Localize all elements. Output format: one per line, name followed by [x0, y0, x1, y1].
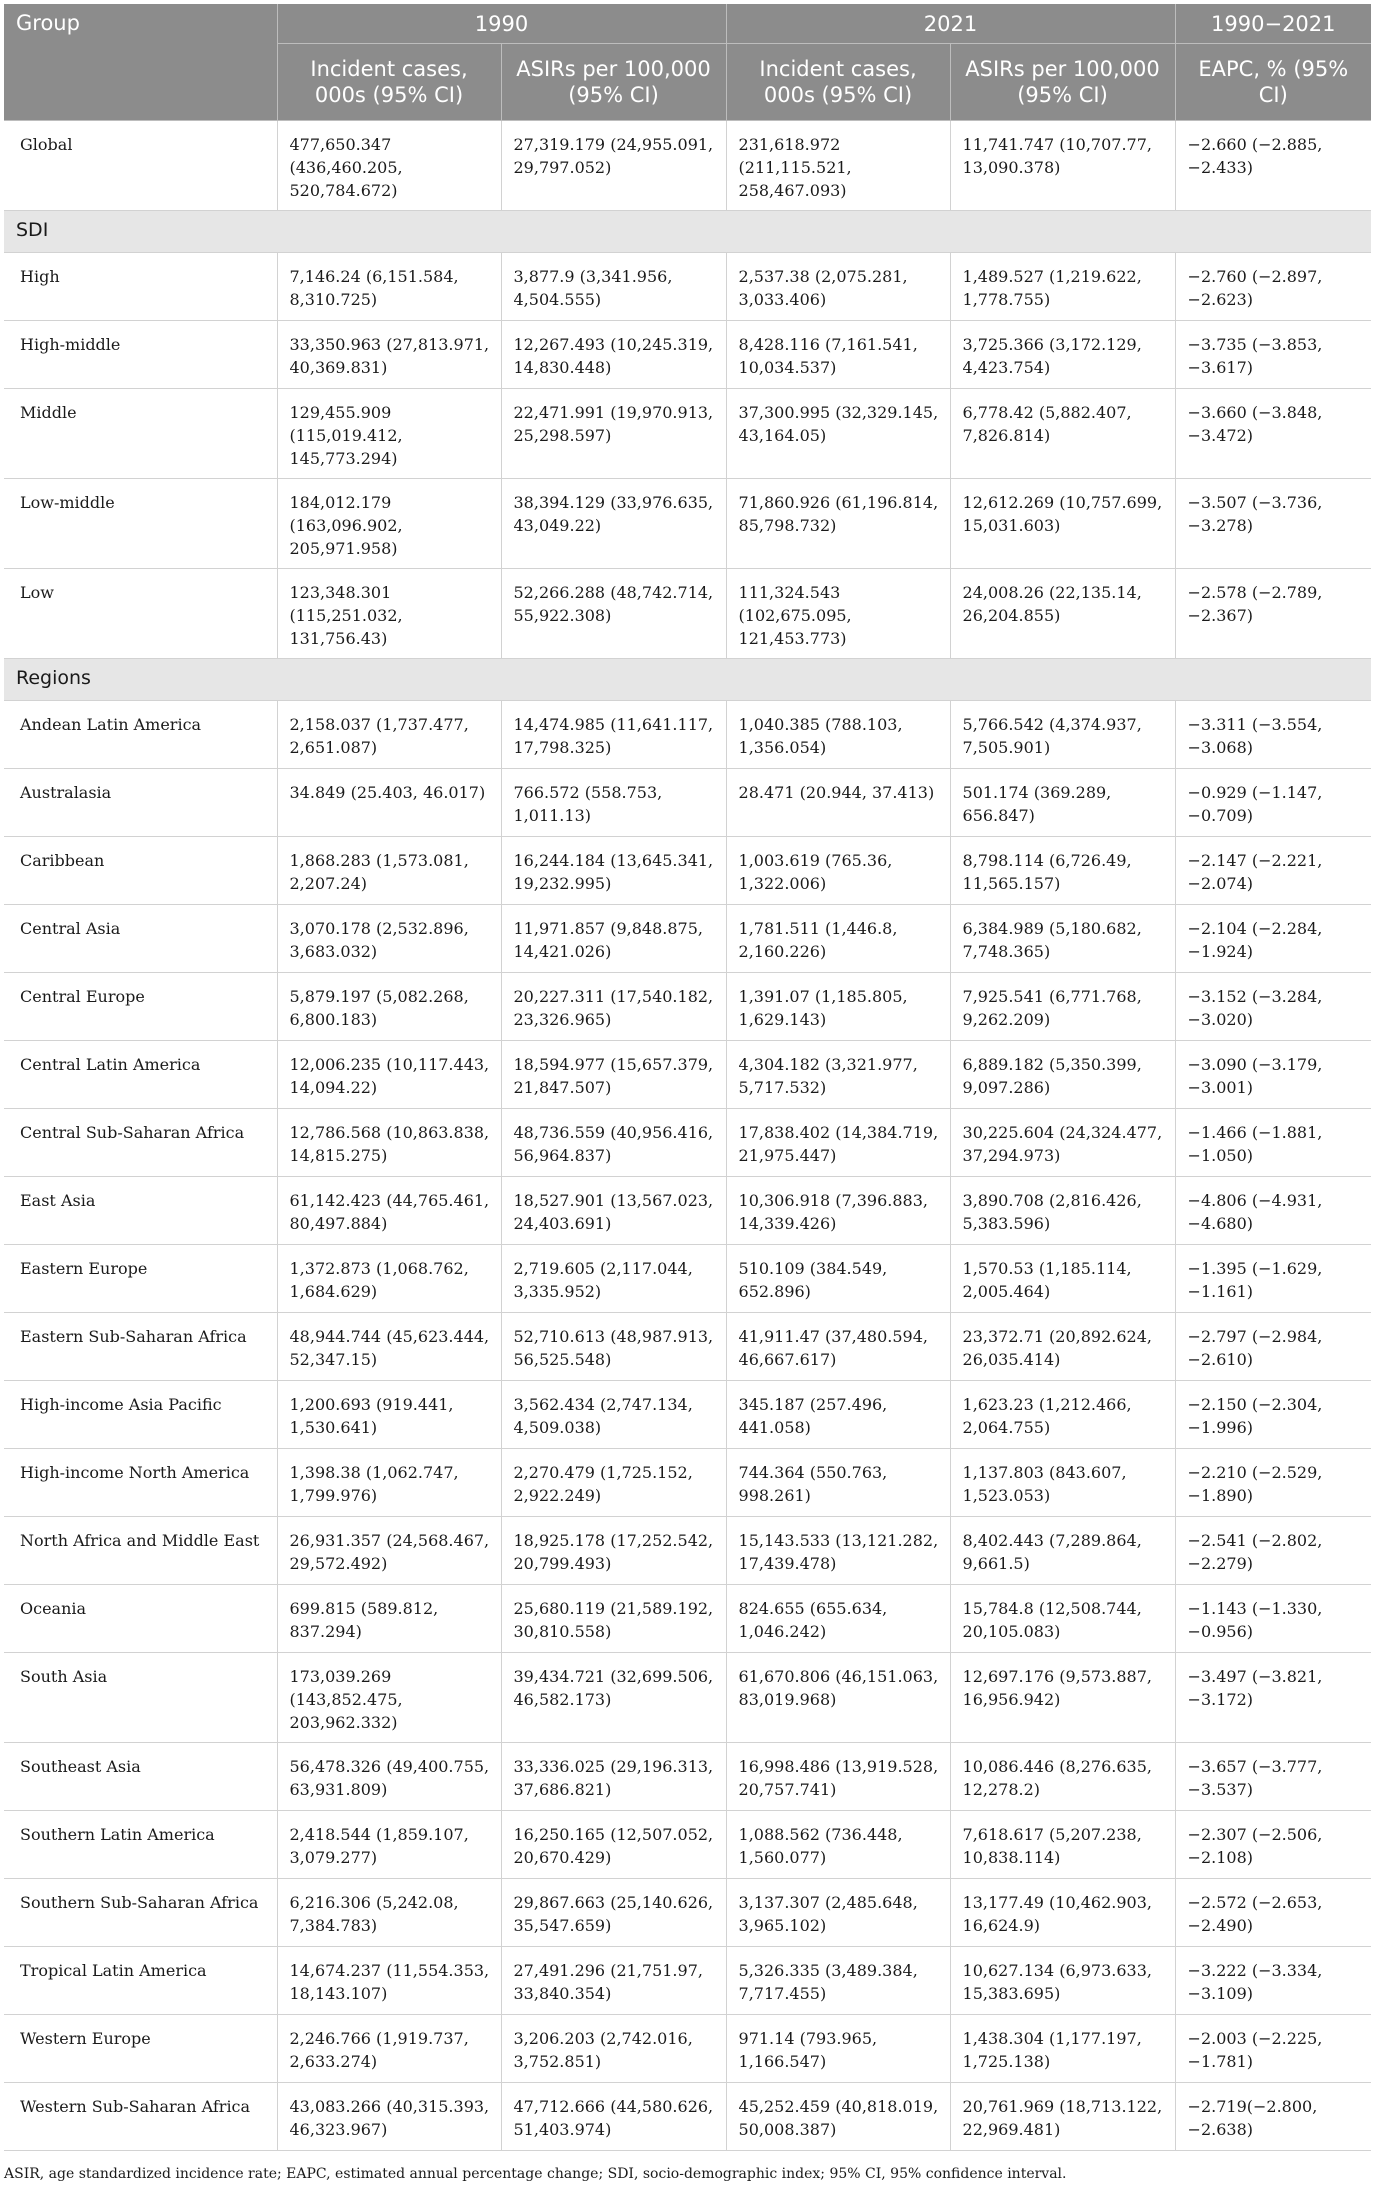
row-name: Tropical Latin America — [4, 1947, 277, 2015]
cell-asir-2021: 12,612.269 (10,757.699, 15,031.603) — [950, 479, 1175, 569]
cell-asir-2021: 8,798.114 (6,726.49, 11,565.157) — [950, 837, 1175, 905]
row-name: Andean Latin America — [4, 701, 277, 769]
row-name: Central Latin America — [4, 1041, 277, 1109]
cell-asir-2021: 1,489.527 (1,219.622, 1,778.755) — [950, 253, 1175, 321]
cell-eapc: −3.222 (−3.334, −3.109) — [1175, 1947, 1371, 2015]
cell-cases-2021: 2,537.38 (2,075.281, 3,033.406) — [726, 253, 950, 321]
section-row-sdi — [4, 211, 1371, 253]
cell-cases-2021: 15,143.533 (13,121.282, 17,439.478) — [726, 1517, 950, 1585]
cell-asir-2021: 20,761.969 (18,713.122, 22,969.481) — [950, 2083, 1175, 2151]
row-name: Southern Latin America — [4, 1811, 277, 1879]
cell-asir-1990: 18,527.901 (13,567.023, 24,403.691) — [501, 1177, 726, 1245]
cell-eapc: −2.719(−2.800, −2.638) — [1175, 2083, 1371, 2151]
cell-cases-1990: 34.849 (25.403, 46.017) — [277, 769, 501, 837]
section-label-regions: Regions — [4, 659, 1371, 701]
cell-cases-2021: 744.364 (550.763, 998.261) — [726, 1449, 950, 1517]
cell-eapc: −3.311 (−3.554, −3.068) — [1175, 701, 1371, 769]
row-name: Eastern Sub-Saharan Africa — [4, 1313, 277, 1381]
cell-asir-2021: 501.174 (369.289, 656.847) — [950, 769, 1175, 837]
cell-cases-1990: 173,039.269 (143,852.475, 203,962.332) — [277, 1653, 501, 1743]
cell-asir-1990: 766.572 (558.753, 1,011.13) — [501, 769, 726, 837]
row-name: Southern Sub-Saharan Africa — [4, 1879, 277, 1947]
cell-asir-1990: 18,925.178 (17,252.542, 20,799.493) — [501, 1517, 726, 1585]
cell-cases-2021: 37,300.995 (32,329.145, 43,164.05) — [726, 389, 950, 479]
cell-asir-1990: 29,867.663 (25,140.626, 35,547.659) — [501, 1879, 726, 1947]
cell-asir-1990: 16,244.184 (13,645.341, 19,232.995) — [501, 837, 726, 905]
cell-asir-2021: 3,725.366 (3,172.129, 4,423.754) — [950, 321, 1175, 389]
cell-cases-1990: 5,879.197 (5,082.268, 6,800.183) — [277, 973, 501, 1041]
cell-asir-1990: 25,680.119 (21,589.192, 30,810.558) — [501, 1585, 726, 1653]
row-name: High — [4, 253, 277, 321]
cell-cases-2021: 510.109 (384.549, 652.896) — [726, 1245, 950, 1313]
table-row — [4, 1449, 1371, 1517]
cell-asir-1990: 33,336.025 (29,196.313, 37,686.821) — [501, 1743, 726, 1811]
cell-cases-1990: 2,158.037 (1,737.477, 2,651.087) — [277, 701, 501, 769]
header-asirs-2021: ASIRs per 100,000 (95% CI) — [950, 44, 1175, 121]
cell-cases-2021: 41,911.47 (37,480.594, 46,667.617) — [726, 1313, 950, 1381]
cell-cases-1990: 1,372.873 (1,068.762, 1,684.629) — [277, 1245, 501, 1313]
cell-cases-1990: 12,786.568 (10,863.838, 14,815.275) — [277, 1109, 501, 1177]
cell-asir-2021: 10,086.446 (8,276.635, 12,278.2) — [950, 1743, 1175, 1811]
data-table-container — [4, 4, 1371, 2151]
cell-eapc: −1.395 (−1.629, −1.161) — [1175, 1245, 1371, 1313]
cell-cases-2021: 1,088.562 (736.448, 1,560.077) — [726, 1811, 950, 1879]
cell-cases-2021: 28.471 (20.944, 37.413) — [726, 769, 950, 837]
cell-asir-1990: 3,877.9 (3,341.956, 4,504.555) — [501, 253, 726, 321]
cell-cases-2021: 971.14 (793.965, 1,166.547) — [726, 2015, 950, 2083]
table-row — [4, 1879, 1371, 1947]
cell-cases-1990: 7,146.24 (6,151.584, 8,310.725) — [277, 253, 501, 321]
cell-eapc: −3.497 (−3.821, −3.172) — [1175, 1653, 1371, 1743]
row-name: East Asia — [4, 1177, 277, 1245]
cell-cases-2021: 71,860.926 (61,196.814, 85,798.732) — [726, 479, 950, 569]
row-name: Western Sub-Saharan Africa — [4, 2083, 277, 2151]
cell-asir-1990: 2,719.605 (2,117.044, 3,335.952) — [501, 1245, 726, 1313]
row-name: Middle — [4, 389, 277, 479]
cell-cases-2021: 1,003.619 (765.36, 1,322.006) — [726, 837, 950, 905]
cell-eapc: −2.541 (−2.802, −2.279) — [1175, 1517, 1371, 1585]
table-row — [4, 1109, 1371, 1177]
cell-cases-1990: 123,348.301 (115,251.032, 131,756.43) — [277, 569, 501, 659]
cell-eapc: −2.104 (−2.284, −1.924) — [1175, 905, 1371, 973]
section-label-sdi: SDI — [4, 211, 1371, 253]
cell-eapc: −3.657 (−3.777, −3.537) — [1175, 1743, 1371, 1811]
cell-cases-1990: 33,350.963 (27,813.971, 40,369.831) — [277, 321, 501, 389]
row-name: Caribbean — [4, 837, 277, 905]
row-name: Southeast Asia — [4, 1743, 277, 1811]
cell-cases-2021: 824.655 (655.634, 1,046.242) — [726, 1585, 950, 1653]
table-row — [4, 1585, 1371, 1653]
table-row — [4, 1947, 1371, 2015]
cell-cases-1990: 56,478.326 (49,400.755, 63,931.809) — [277, 1743, 501, 1811]
section-row-regions — [4, 659, 1371, 701]
cell-asir-1990: 47,712.666 (44,580.626, 51,403.974) — [501, 2083, 726, 2151]
row-name: High-income Asia Pacific — [4, 1381, 277, 1449]
cell-cases-2021: 10,306.918 (7,396.883, 14,339.426) — [726, 1177, 950, 1245]
table-row — [4, 1517, 1371, 1585]
cell-eapc: −2.572 (−2.653, −2.490) — [1175, 1879, 1371, 1947]
cell-asir-1990: 52,710.613 (48,987.913, 56,525.548) — [501, 1313, 726, 1381]
cell-eapc: −2.150 (−2.304, −1.996) — [1175, 1381, 1371, 1449]
cell-cases-1990: 12,006.235 (10,117.443, 14,094.22) — [277, 1041, 501, 1109]
cell-asir-2021: 1,137.803 (843.607, 1,523.053) — [950, 1449, 1175, 1517]
table-body — [4, 121, 1371, 2151]
row-name: High-income North America — [4, 1449, 277, 1517]
cell-asir-1990: 39,434.721 (32,699.506, 46,582.173) — [501, 1653, 726, 1743]
cell-eapc: −3.152 (−3.284, −3.020) — [1175, 973, 1371, 1041]
cell-cases-1990: 184,012.179 (163,096.902, 205,971.958) — [277, 479, 501, 569]
cell-asir-1990: 16,250.165 (12,507.052, 20,670.429) — [501, 1811, 726, 1879]
cell-cases-1990: 61,142.423 (44,765.461, 80,497.884) — [277, 1177, 501, 1245]
cell-cases-2021: 16,998.486 (13,919.528, 20,757.741) — [726, 1743, 950, 1811]
cell-eapc: −4.806 (−4.931, −4.680) — [1175, 1177, 1371, 1245]
cell-asir-2021: 11,741.747 (10,707.77, 13,090.378) — [950, 121, 1175, 211]
cell-asir-1990: 38,394.129 (33,976.635, 43,049.22) — [501, 479, 726, 569]
header-year-2021: 2021 — [726, 4, 1175, 44]
row-name: Global — [4, 121, 277, 211]
row-name: Central Asia — [4, 905, 277, 973]
cell-cases-1990: 699.815 (589.812, 837.294) — [277, 1585, 501, 1653]
cell-eapc: −3.507 (−3.736, −3.278) — [1175, 479, 1371, 569]
table-row — [4, 1245, 1371, 1313]
cell-eapc: −2.760 (−2.897, −2.623) — [1175, 253, 1371, 321]
cell-asir-2021: 15,784.8 (12,508.744, 20,105.083) — [950, 1585, 1175, 1653]
cell-eapc: −1.466 (−1.881, −1.050) — [1175, 1109, 1371, 1177]
row-name: Australasia — [4, 769, 277, 837]
table-footnote: ASIR, age standardized incidence rate; EAPC, estimated annual percentage change; SDI, socio-demographic index; 95% CI, 95% confidence interval. — [4, 2166, 1067, 2182]
cell-cases-2021: 45,252.459 (40,818.019, 50,008.387) — [726, 2083, 950, 2151]
cell-eapc: −2.210 (−2.529, −1.890) — [1175, 1449, 1371, 1517]
cell-asir-2021: 8,402.443 (7,289.864, 9,661.5) — [950, 1517, 1175, 1585]
cell-asir-2021: 13,177.49 (10,462.903, 16,624.9) — [950, 1879, 1175, 1947]
cell-asir-1990: 12,267.493 (10,245.319, 14,830.448) — [501, 321, 726, 389]
cell-eapc: −2.660 (−2.885, −2.433) — [1175, 121, 1371, 211]
table-row — [4, 479, 1371, 569]
row-name: Oceania — [4, 1585, 277, 1653]
cell-cases-1990: 129,455.909 (115,019.412, 145,773.294) — [277, 389, 501, 479]
cell-cases-1990: 1,200.693 (919.441, 1,530.641) — [277, 1381, 501, 1449]
cell-asir-2021: 1,623.23 (1,212.466, 2,064.755) — [950, 1381, 1175, 1449]
cell-asir-2021: 10,627.134 (6,973.633, 15,383.695) — [950, 1947, 1175, 2015]
cell-asir-1990: 52,266.288 (48,742.714, 55,922.308) — [501, 569, 726, 659]
header-incident-cases-1990: Incident cases, 000s (95% CI) — [277, 44, 501, 121]
cell-asir-2021: 6,889.182 (5,350.399, 9,097.286) — [950, 1041, 1175, 1109]
cell-asir-1990: 3,206.203 (2,742.016, 3,752.851) — [501, 2015, 726, 2083]
cell-cases-1990: 6,216.306 (5,242.08, 7,384.783) — [277, 1879, 501, 1947]
cell-asir-1990: 3,562.434 (2,747.134, 4,509.038) — [501, 1381, 726, 1449]
table-row — [4, 1177, 1371, 1245]
cell-cases-1990: 1,398.38 (1,062.747, 1,799.976) — [277, 1449, 501, 1517]
table-row — [4, 769, 1371, 837]
cell-cases-2021: 5,326.335 (3,489.384, 7,717.455) — [726, 1947, 950, 2015]
table-row — [4, 2083, 1371, 2151]
row-name: Central Sub-Saharan Africa — [4, 1109, 277, 1177]
table-row — [4, 569, 1371, 659]
cell-asir-2021: 3,890.708 (2,816.426, 5,383.596) — [950, 1177, 1175, 1245]
cell-cases-1990: 43,083.266 (40,315.393, 46,323.967) — [277, 2083, 501, 2151]
cell-eapc: −3.660 (−3.848, −3.472) — [1175, 389, 1371, 479]
cell-cases-2021: 3,137.307 (2,485.648, 3,965.102) — [726, 1879, 950, 1947]
cell-cases-1990: 3,070.178 (2,532.896, 3,683.032) — [277, 905, 501, 973]
header-eapc: EAPC, % (95% CI) — [1175, 44, 1371, 121]
table-row — [4, 1313, 1371, 1381]
cell-eapc: −2.578 (−2.789, −2.367) — [1175, 569, 1371, 659]
row-name: High-middle — [4, 321, 277, 389]
cell-eapc: −2.307 (−2.506, −2.108) — [1175, 1811, 1371, 1879]
cell-asir-2021: 7,618.617 (5,207.238, 10,838.114) — [950, 1811, 1175, 1879]
cell-cases-1990: 1,868.283 (1,573.081, 2,207.24) — [277, 837, 501, 905]
cell-eapc: −2.797 (−2.984, −2.610) — [1175, 1313, 1371, 1381]
cell-cases-2021: 231,618.972 (211,115.521, 258,467.093) — [726, 121, 950, 211]
header-group: Group — [4, 4, 277, 121]
cell-cases-2021: 111,324.543 (102,675.095, 121,453.773) — [726, 569, 950, 659]
cell-asir-1990: 48,736.559 (40,956.416, 56,964.837) — [501, 1109, 726, 1177]
table-row — [4, 905, 1371, 973]
cell-cases-1990: 48,944.744 (45,623.444, 52,347.15) — [277, 1313, 501, 1381]
table-row — [4, 1381, 1371, 1449]
table-row — [4, 2015, 1371, 2083]
cell-cases-2021: 17,838.402 (14,384.719, 21,975.447) — [726, 1109, 950, 1177]
table-row — [4, 1811, 1371, 1879]
cell-cases-1990: 2,418.544 (1,859.107, 3,079.277) — [277, 1811, 501, 1879]
table-row — [4, 701, 1371, 769]
incidence-table — [4, 4, 1371, 2151]
row-name: Eastern Europe — [4, 1245, 277, 1313]
cell-cases-1990: 14,674.237 (11,554.353, 18,143.107) — [277, 1947, 501, 2015]
cell-asir-1990: 27,319.179 (24,955.091, 29,797.052) — [501, 121, 726, 211]
cell-cases-1990: 26,931.357 (24,568.467, 29,572.492) — [277, 1517, 501, 1585]
row-name: Western Europe — [4, 2015, 277, 2083]
header-incident-cases-2021: Incident cases, 000s (95% CI) — [726, 44, 950, 121]
cell-asir-1990: 27,491.296 (21,751.97, 33,840.354) — [501, 1947, 726, 2015]
cell-cases-1990: 477,650.347 (436,460.205, 520,784.672) — [277, 121, 501, 211]
header-asirs-1990: ASIRs per 100,000 (95% CI) — [501, 44, 726, 121]
cell-cases-2021: 1,040.385 (788.103, 1,356.054) — [726, 701, 950, 769]
table-row — [4, 973, 1371, 1041]
cell-cases-2021: 61,670.806 (46,151.063, 83,019.968) — [726, 1653, 950, 1743]
cell-asir-2021: 12,697.176 (9,573.887, 16,956.942) — [950, 1653, 1175, 1743]
cell-asir-2021: 30,225.604 (24,324.477, 37,294.973) — [950, 1109, 1175, 1177]
cell-asir-2021: 24,008.26 (22,135.14, 26,204.855) — [950, 569, 1175, 659]
cell-asir-1990: 20,227.311 (17,540.182, 23,326.965) — [501, 973, 726, 1041]
cell-asir-2021: 1,570.53 (1,185.114, 2,005.464) — [950, 1245, 1175, 1313]
cell-eapc: −1.143 (−1.330, −0.956) — [1175, 1585, 1371, 1653]
cell-eapc: −2.003 (−2.225, −1.781) — [1175, 2015, 1371, 2083]
table-row — [4, 253, 1371, 321]
cell-asir-1990: 2,270.479 (1,725.152, 2,922.249) — [501, 1449, 726, 1517]
table-row-global — [4, 121, 1371, 211]
row-name: North Africa and Middle East — [4, 1517, 277, 1585]
cell-cases-2021: 345.187 (257.496, 441.058) — [726, 1381, 950, 1449]
table-row — [4, 321, 1371, 389]
cell-asir-1990: 11,971.857 (9,848.875, 14,421.026) — [501, 905, 726, 973]
cell-asir-1990: 18,594.977 (15,657.379, 21,847.507) — [501, 1041, 726, 1109]
row-name: Central Europe — [4, 973, 277, 1041]
cell-cases-2021: 4,304.182 (3,321.977, 5,717.532) — [726, 1041, 950, 1109]
cell-eapc: −0.929 (−1.147, −0.709) — [1175, 769, 1371, 837]
cell-asir-2021: 7,925.541 (6,771.768, 9,262.209) — [950, 973, 1175, 1041]
row-name: Low — [4, 569, 277, 659]
table-row — [4, 1743, 1371, 1811]
table-row — [4, 1041, 1371, 1109]
header-change-period: 1990−2021 — [1175, 4, 1371, 44]
cell-asir-2021: 6,384.989 (5,180.682, 7,748.365) — [950, 905, 1175, 973]
cell-asir-2021: 6,778.42 (5,882.407, 7,826.814) — [950, 389, 1175, 479]
cell-asir-2021: 23,372.71 (20,892.624, 26,035.414) — [950, 1313, 1175, 1381]
cell-cases-1990: 2,246.766 (1,919.737, 2,633.274) — [277, 2015, 501, 2083]
cell-asir-1990: 14,474.985 (11,641.117, 17,798.325) — [501, 701, 726, 769]
cell-asir-1990: 22,471.991 (19,970.913, 25,298.597) — [501, 389, 726, 479]
table-row — [4, 837, 1371, 905]
table-row — [4, 1653, 1371, 1743]
cell-eapc: −2.147 (−2.221, −2.074) — [1175, 837, 1371, 905]
cell-asir-2021: 1,438.304 (1,177.197, 1,725.138) — [950, 2015, 1175, 2083]
cell-asir-2021: 5,766.542 (4,374.937, 7,505.901) — [950, 701, 1175, 769]
cell-cases-2021: 8,428.116 (7,161.541, 10,034.537) — [726, 321, 950, 389]
row-name: South Asia — [4, 1653, 277, 1743]
cell-eapc: −3.735 (−3.853, −3.617) — [1175, 321, 1371, 389]
cell-cases-2021: 1,781.511 (1,446.8, 2,160.226) — [726, 905, 950, 973]
cell-eapc: −3.090 (−3.179, −3.001) — [1175, 1041, 1371, 1109]
cell-cases-2021: 1,391.07 (1,185.805, 1,629.143) — [726, 973, 950, 1041]
table-row — [4, 389, 1371, 479]
row-name: Low-middle — [4, 479, 277, 569]
header-year-1990: 1990 — [277, 4, 726, 44]
